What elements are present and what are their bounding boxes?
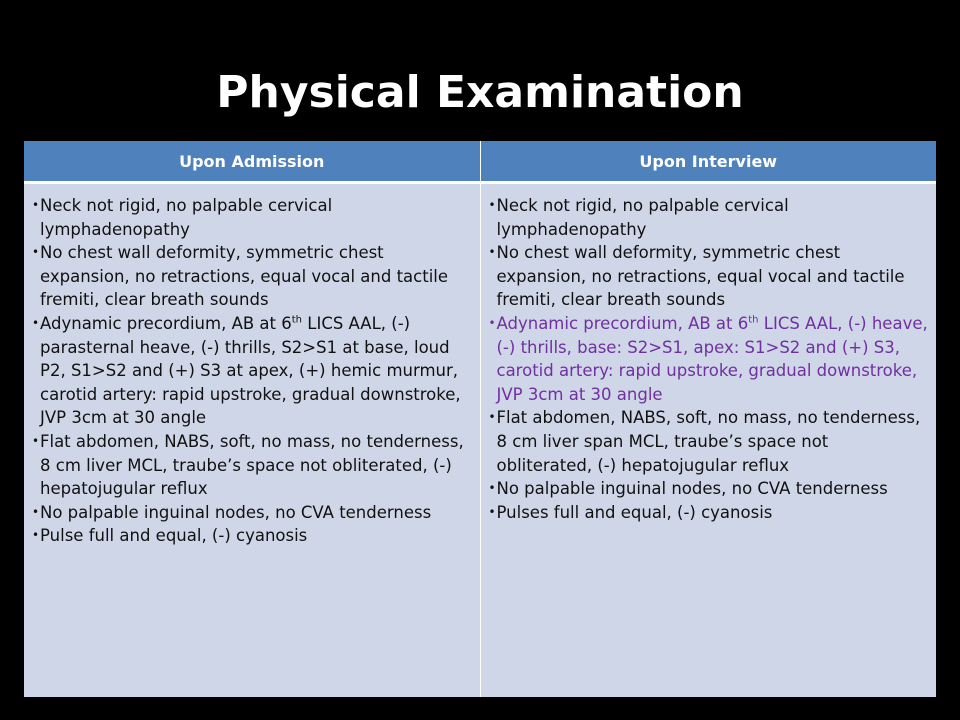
list-item-text-continued: LICS AAL, (-) heave, (-) thrills, base: S2>S1, apex: S1>S2 and (+) S3, carotid artery: rapid upstroke, gradual downstroke, JVP 3cm at 30 angle [496, 313, 928, 404]
slide-title: Physical Examination [216, 67, 744, 118]
table-header-row [24, 141, 936, 183]
list-item-text: Adynamic precordium, AB at 6 [40, 313, 292, 333]
header-upon-interview: Upon Interview [480, 141, 936, 183]
exam-table [24, 141, 936, 697]
table-body-row [24, 183, 936, 698]
list-item-text: No chest wall deformity, symmetric chest expansion, no retractions, equal vocal and tactile fremiti, clear breath sounds [40, 243, 449, 310]
list-item-text: Neck not rigid, no palpable cervical lymphadenopathy [496, 196, 789, 239]
list-item [32, 430, 472, 501]
list-item [489, 477, 929, 501]
list-item-text: Pulses full and equal, (-) cyanosis [496, 502, 773, 522]
interview-cell [480, 183, 936, 698]
exam-table-grid [24, 141, 936, 697]
list-item [32, 312, 472, 430]
list-item [489, 406, 929, 477]
interview-list [489, 194, 929, 524]
list-item-text: Pulse full and equal, (-) cyanosis [40, 526, 308, 546]
list-item-text: Adynamic precordium, AB at 6 [496, 313, 749, 333]
list-item-text: Flat abdomen, NABS, soft, no mass, no tenderness, 8 cm liver MCL, traube’s space not obliterated, (-) hepatojugular reflux [40, 431, 464, 499]
ordinal-superscript: th [748, 314, 759, 326]
list-item [32, 194, 472, 241]
list-item-text-continued: LICS AAL, (-) parasternal heave, (-) thrills, S2>S1 at base, loud P2, S1>S2 and (+) S3 at apex, (+) hemic murmur, carotid artery: rapid upstroke, gradual downstroke, JVP 3cm at 30 angle [40, 313, 461, 428]
admission-cell [24, 183, 480, 698]
admission-list [32, 194, 472, 548]
header-upon-admission: Upon Admission [24, 141, 480, 183]
list-item-text: No palpable inguinal nodes, no CVA tenderness [40, 502, 432, 522]
list-item [489, 241, 929, 312]
list-item [489, 312, 929, 406]
list-item [32, 241, 472, 312]
list-item-text: No chest wall deformity, symmetric chest expansion, no retractions, equal vocal and tactile fremiti, clear breath sounds [496, 243, 905, 310]
list-item [489, 501, 929, 525]
list-item [32, 524, 472, 548]
list-item [32, 501, 472, 525]
list-item-text: Flat abdomen, NABS, soft, no mass, no tenderness, 8 cm liver span MCL, traube’s space not obliterated, (-) hepatojugular reflux [496, 408, 921, 475]
list-item [489, 194, 929, 241]
ordinal-superscript: th [291, 314, 303, 326]
list-item-text: No palpable inguinal nodes, no CVA tenderness [496, 479, 888, 499]
list-item-text: Neck not rigid, no palpable cervical lymphadenopathy [40, 196, 333, 239]
